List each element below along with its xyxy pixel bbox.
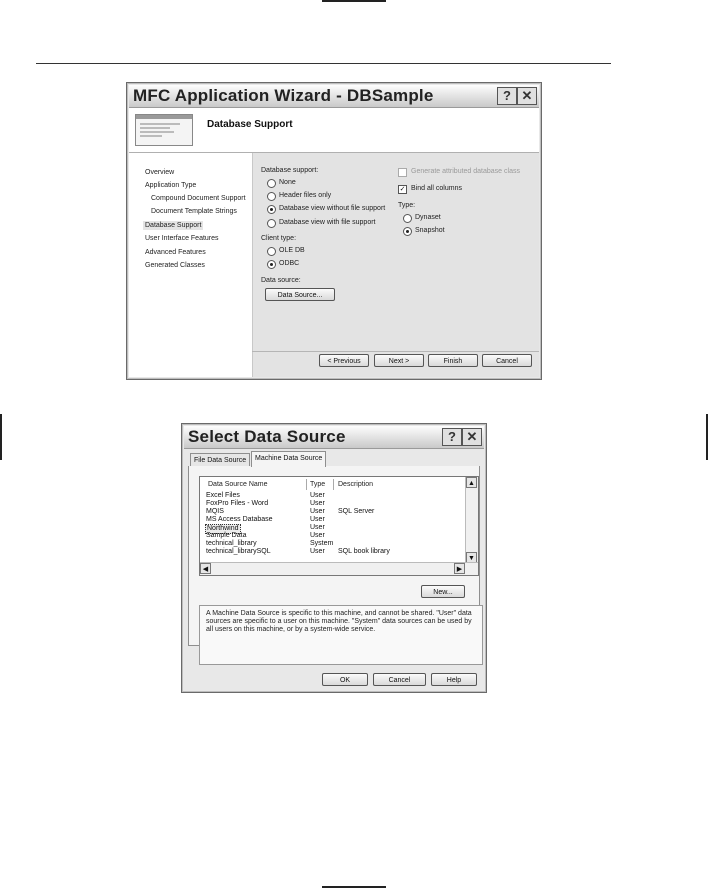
list-item[interactable] (200, 500, 464, 508)
data-source-list[interactable] (199, 476, 479, 576)
select-data-source-window (181, 423, 487, 693)
dsn-help-text-button[interactable]: Help (431, 673, 477, 686)
list-item-selected[interactable] (200, 524, 464, 532)
machine-data-source-page (188, 466, 480, 646)
row-description: SQL book library (338, 548, 390, 555)
bind-all-columns-label[interactable]: Bind all columns (411, 185, 462, 192)
column-header-description[interactable]: Description (338, 481, 374, 488)
generate-attributed-checkbox[interactable] (398, 168, 407, 177)
options-panel (252, 153, 539, 377)
nav-item-generated-classes[interactable]: Generated Classes (145, 262, 205, 269)
db-none-label[interactable]: None (279, 179, 296, 186)
type-snapshot-radio[interactable] (403, 227, 412, 236)
client-type-label: Client type: (261, 235, 297, 242)
wizard-button-separator (252, 351, 539, 352)
row-type: User (310, 516, 325, 523)
scroll-right-icon[interactable]: ▶ (454, 563, 465, 574)
page-top-mark (322, 0, 386, 2)
cancel-button[interactable]: Cancel (482, 354, 532, 367)
scroll-left-icon[interactable]: ◀ (200, 563, 211, 574)
dsn-title: Select Data Source (188, 427, 346, 446)
row-name: Sample Data (206, 532, 247, 539)
row-name: MQIS (206, 508, 224, 515)
row-type: User (310, 508, 325, 515)
db-view-no-file-radio[interactable] (267, 205, 276, 214)
db-view-file-label[interactable]: Database view with file support (279, 219, 376, 226)
ok-button[interactable]: OK (322, 673, 368, 686)
data-source-button[interactable]: Data Source... (265, 288, 335, 301)
tab-machine-data-source[interactable]: Machine Data Source (251, 451, 326, 467)
description-box: A Machine Data Source is specific to this machine, and cannot be shared. "User" data sources are specific to a user on this machine. "System" data sources can be used by all users on this machine, or by a system-wide service. (199, 605, 483, 665)
list-item[interactable] (200, 540, 464, 548)
page-thumbnail-icon (135, 114, 193, 146)
database-support-label: Database support: (261, 167, 319, 174)
list-item[interactable] (200, 516, 464, 524)
row-description: SQL Server (338, 508, 375, 515)
dsn-cancel-button[interactable]: Cancel (373, 673, 426, 686)
wizard-body (129, 153, 539, 377)
wizard-titlebar (129, 85, 539, 108)
client-odbc-label[interactable]: ODBC (279, 260, 300, 267)
mfc-wizard-window (126, 82, 542, 380)
db-none-radio[interactable] (267, 179, 276, 188)
row-name: technical_librarySQL (206, 548, 271, 555)
page-margin-mark-left (0, 414, 2, 460)
vertical-scrollbar[interactable] (465, 477, 478, 563)
wizard-header (129, 108, 539, 153)
row-name: MS Access Database (206, 516, 273, 523)
nav-item-overview[interactable]: Overview (145, 169, 175, 176)
bind-all-columns-checkbox[interactable]: ✓ (399, 186, 406, 193)
row-type: System (310, 540, 334, 547)
scroll-down-icon[interactable]: ▼ (466, 552, 477, 563)
nav-item-compound-document-support[interactable]: Compound Document Support (151, 195, 246, 202)
tab-file-data-source[interactable]: File Data Source (190, 453, 250, 467)
data-source-label: Data source: (261, 277, 301, 284)
row-type: User (310, 500, 325, 507)
row-name: FoxPro Files - Word (206, 500, 269, 507)
dsn-help-button[interactable]: ? (442, 428, 462, 446)
page-heading: Database Support (207, 119, 293, 130)
list-item[interactable] (200, 508, 464, 516)
nav-item-advanced-features[interactable]: Advanced Features (145, 249, 206, 256)
client-odbc-radio[interactable] (267, 260, 276, 269)
client-oledb-radio[interactable] (267, 247, 276, 256)
row-name: technical_library (206, 540, 257, 547)
wizard-title: MFC Application Wizard - DBSample (133, 86, 434, 105)
list-item[interactable] (200, 548, 464, 556)
row-name: Northwind (207, 525, 239, 532)
close-button[interactable]: ✕ (517, 87, 537, 105)
db-header-files-radio[interactable] (267, 192, 276, 201)
column-separator[interactable] (333, 479, 334, 490)
row-type: User (310, 524, 325, 531)
nav-item-document-template-strings[interactable]: Document Template Strings (151, 208, 237, 215)
list-item[interactable] (200, 532, 464, 540)
nav-item-application-type[interactable]: Application Type (145, 182, 197, 189)
column-header-name[interactable]: Data Source Name (208, 481, 268, 488)
row-type: User (310, 548, 325, 555)
dsn-titlebar (184, 426, 484, 449)
wizard-nav (129, 153, 249, 377)
generate-attributed-label: Generate attributed database class (411, 168, 520, 175)
type-dynaset-radio[interactable] (403, 214, 412, 223)
horizontal-scrollbar[interactable] (200, 562, 478, 575)
help-button[interactable]: ? (497, 87, 517, 105)
nav-item-database-support[interactable]: Database Support (145, 222, 202, 229)
new-button[interactable]: New... (421, 585, 465, 598)
finish-button[interactable]: Finish (428, 354, 478, 367)
scroll-up-icon[interactable]: ▲ (466, 477, 477, 488)
client-oledb-label[interactable]: OLE DB (279, 247, 305, 254)
type-dynaset-label[interactable]: Dynaset (415, 214, 441, 221)
previous-button[interactable]: < Previous (319, 354, 369, 367)
row-type: User (310, 492, 325, 499)
row-type: User (310, 532, 325, 539)
type-snapshot-label[interactable]: Snapshot (415, 227, 445, 234)
db-header-files-label[interactable]: Header files only (279, 192, 332, 199)
column-header-type[interactable]: Type (310, 481, 326, 488)
db-view-no-file-label[interactable]: Database view without file support (279, 205, 386, 212)
type-label: Type: (398, 202, 416, 209)
column-separator[interactable] (306, 479, 307, 490)
dsn-close-button[interactable]: ✕ (462, 428, 482, 446)
page-header-rule (36, 63, 611, 64)
db-view-file-radio[interactable] (267, 219, 276, 228)
next-button[interactable]: Next > (374, 354, 424, 367)
nav-item-user-interface-features[interactable]: User Interface Features (145, 235, 219, 242)
row-name: Excel Files (206, 492, 240, 499)
list-item[interactable] (200, 492, 464, 500)
